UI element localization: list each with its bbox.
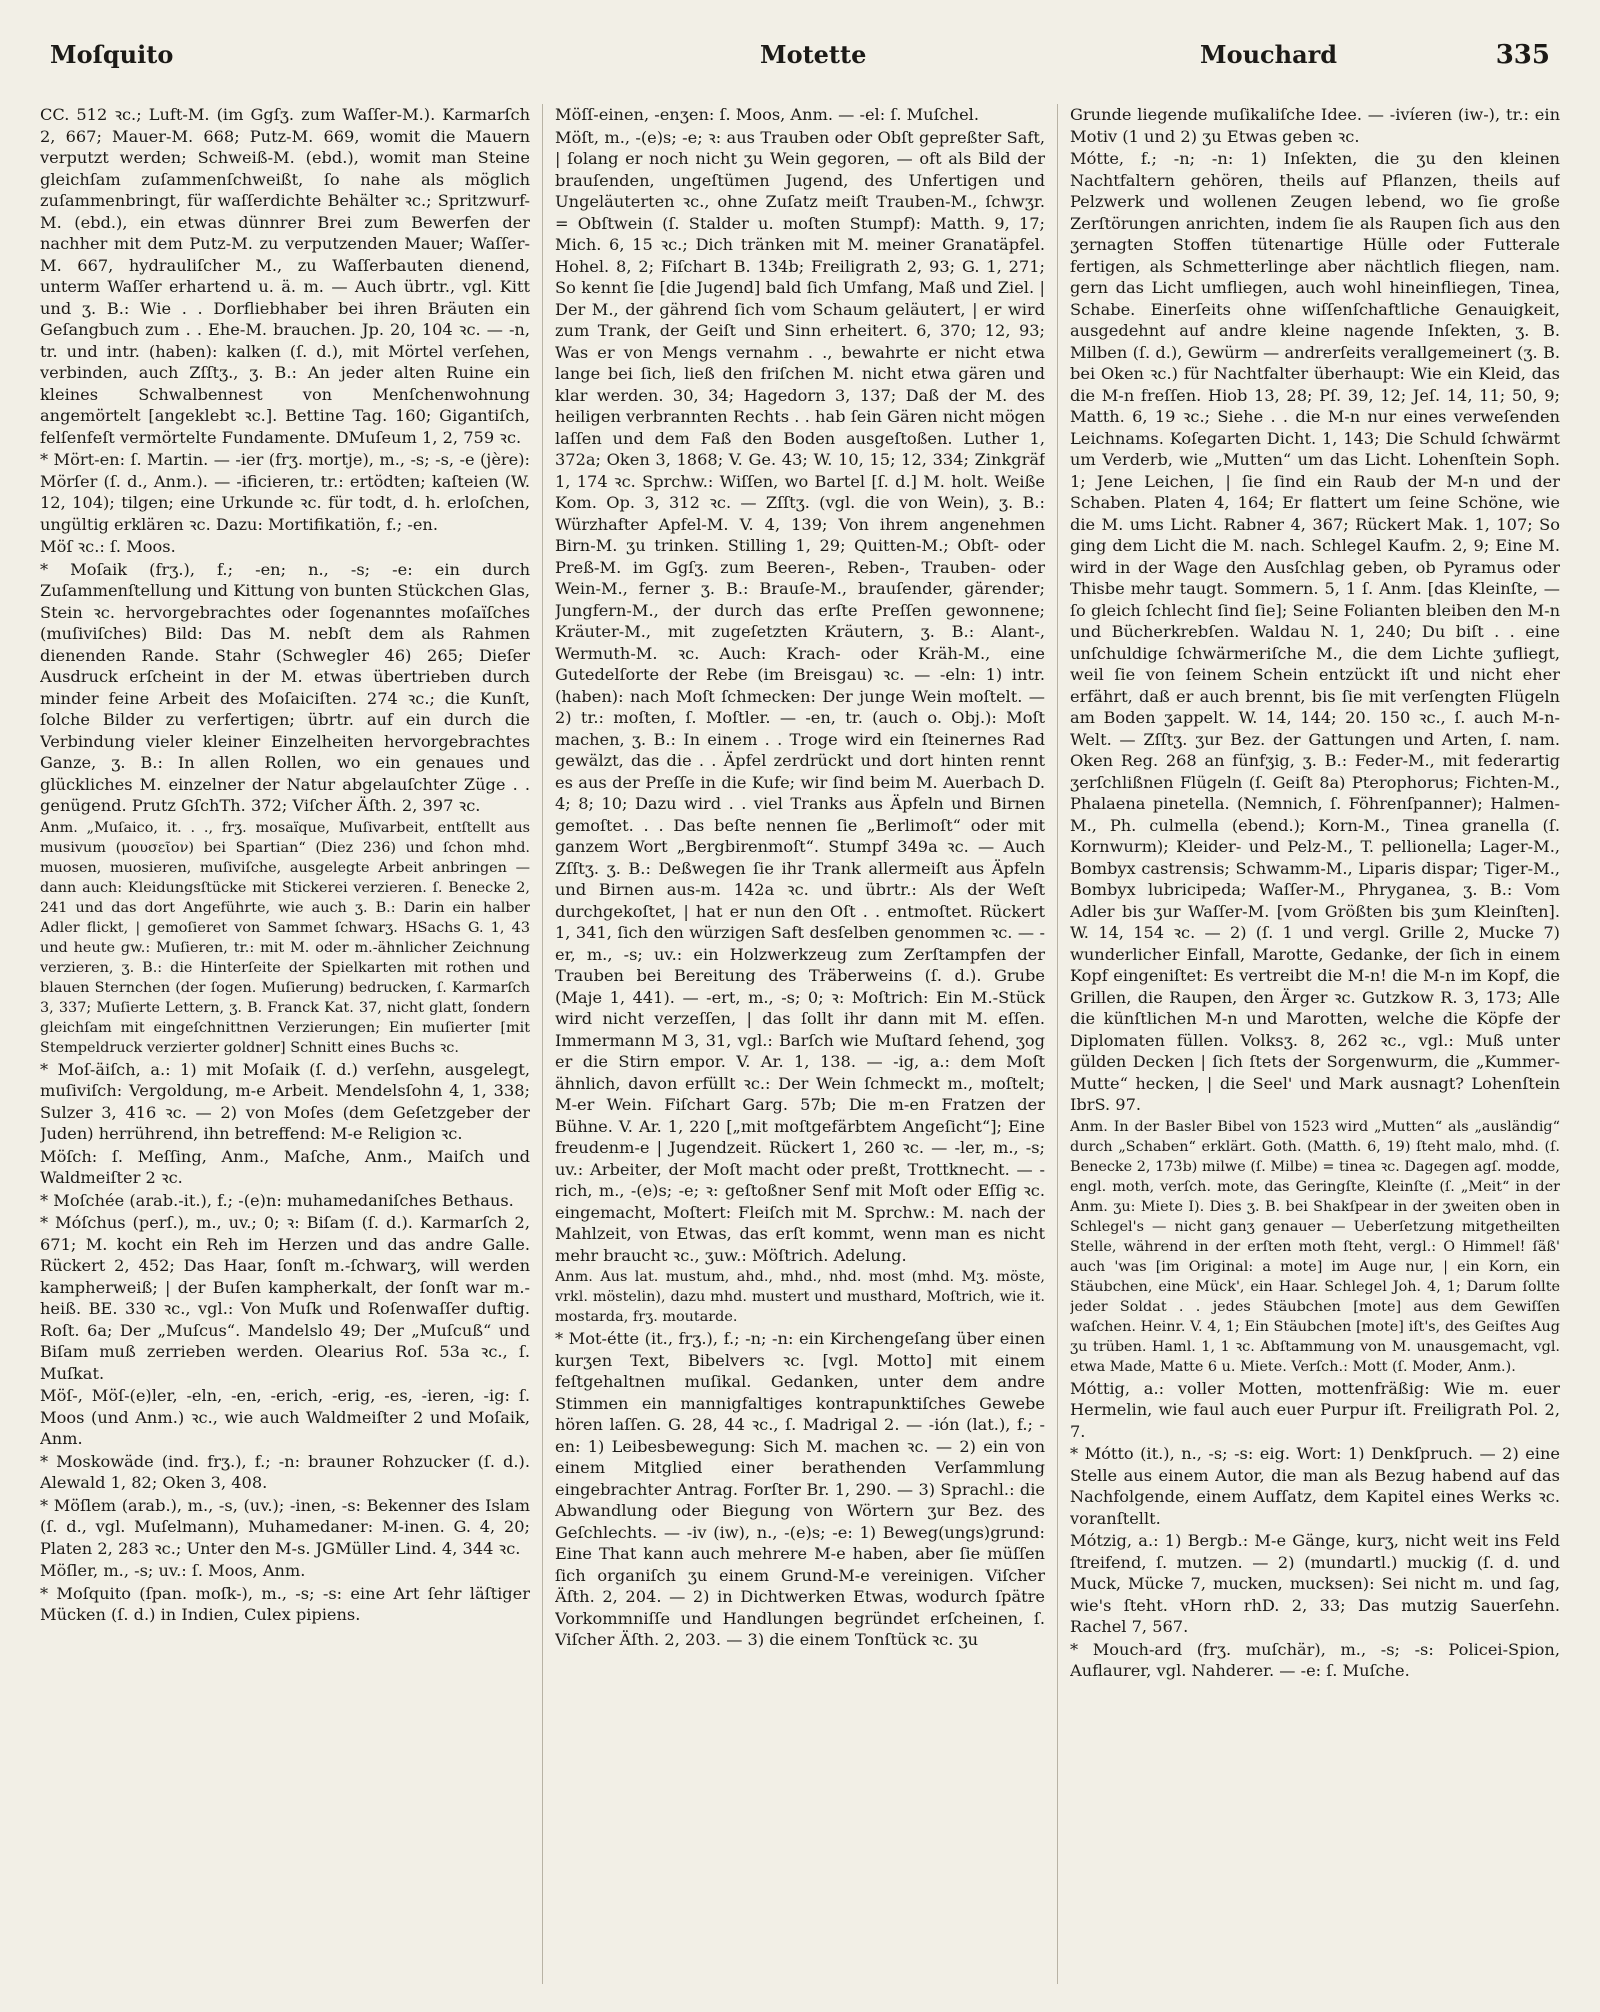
- entry-paragraph: Möſch: ſ. Meſſing, Anm., Maſche, Anm., Maiſch und Waldmeiſter 2 ꝛc.: [40, 1146, 530, 1187]
- entry-paragraph: * Moſaik (frʒ.), f.; -en; n., -s; -e: ein durch Zuſammenſtellung und Kittung von bunten Stückchen Glas, Stein ꝛc. hervorgebrachtes oder ſogenanntes moſaïſches (muſiviſches) Bild: Das M. nebſt dem als Rahmen dienenden Rande. Stahr (Schwegler 46) 265; Dieſer Ausdruck erſcheint in der M. etwas übertrieben durch minder feine Arbeit des Moſaiciſten. 274 ꝛc.; die Kunſt, ſolche Bilder zu verfertigen; übrtr. auf ein durch die Verbindung vieler kleiner Einzelheiten hervorgebrachtes Ganze, ʒ. B.: In allen Rollen, wo ein genaues und glückliches M. einzelner der Natur abgelauſchter Züge . . genügend. Prutz GſchTh. 372; Viſcher Äſth. 2, 397 ꝛc.: [40, 559, 530, 815]
- header-left-keyword: Moſquito: [50, 40, 174, 69]
- annotation-paragraph: Anm. In der Basler Bibel von 1523 wird „Mutten“ als „ausländig“ durch „Schaben“ erklärt. Goth. (Matth. 6, 19) ſteht malo, mhd. (ſ. Benecke 2, 173b) milwe (ſ. Milbe) = tinea ꝛc. Dagegen agſ. modde, engl. moth, verſch. mote, das Geringſte, Kleinſte (ſ. „Meit“ in der Anm. ʒu: Miete I). Dies ʒ. B. bei Shakſpear in der ʒweiten oben in Schlegel's — nicht ganʒ genauer — Ueberſetzung mitgetheilten Stelle, während in der erſten moth ſteht, vergl.: O Himmel! ſäß' auch 'was [im Original: a mote] im Auge nur, | ein Korn, ein Stäubchen, eine Mück', ein Haar. Schlegel Joh. 4, 1; Darum ſollte jeder Soldat . . jedes Stäubchen [mote] aus dem Gewiſſen waſchen. Heinr. V. 4, 1; Ein Stäubchen [mote] iſt's, des Geiſtes Aug ʒu trüben. Haml. 1, 1 ꝛc. Abſtammung von M. unausgemacht, vgl. etwa Made, Matte 6 u. Miete. Verſch.: Mott (ſ. Moder, Anm.).: [1070, 1118, 1560, 1375]
- entry-paragraph: * Moskowäde (ind. frʒ.), f.; -n: brauner Rohzucker (ſ. d.). Alewald 1, 82; Oken 3, 408.: [40, 1451, 530, 1492]
- page-number: 335: [1495, 40, 1550, 70]
- page-header: [40, 40, 1560, 80]
- entry-paragraph: * Moſ-äiſch, a.: 1) mit Moſaik (ſ. d.) verſehn, ausgelegt, muſiviſch: Vergoldung, m-e Arbeit. Mendelsſohn 4, 1, 338; Sulzer 3, 416 ꝛc. — 2) von Moſes (dem Geſetzgeber der Juden) herrührend, ihn betreffend: M-e Religion ꝛc.: [40, 1059, 530, 1143]
- entry-paragraph: * Möſlem (arab.), m., -s, (uv.); -inen, -s: Bekenner des Islam (ſ. d., vgl. Muſelmann), Muhamedaner: M-inen. G. 4, 20; Platen 2, 283 ꝛc.; Unter den M-s. JGMüller Lind. 4, 344 ꝛc.: [40, 1495, 530, 1558]
- header-right-keyword: Mouchard: [1200, 40, 1338, 69]
- entry-paragraph: Möſler, m., -s; uv.: ſ. Moos, Anm.: [40, 1561, 306, 1580]
- entry-paragraph: * Mouch-ard (frʒ. muſchär), m., -s; -s: Policei-Spion, Auflaurer, vgl. Nahderer. — -e: ſ. Muſche.: [1070, 1639, 1560, 1680]
- column-3: [1070, 104, 1560, 1984]
- entry-paragraph: Mótte, f.; -n; -n: 1) Inſekten, die ʒu den kleinen Nachtfaltern gehören, theils auf Pflanzen, theils auf Pelzwerk und wollenen Zeugen lebend, wo ſie große Zerſtörungen anrichten, indem ſie als Raupen ſich aus den ʒernagten Stoffen tütenartige Hülle oder Futterale fertigen, als Schmetterlinge aber nächtlich fliegen, nam. gern das Licht umfliegen, auch wohl hineinfliegen, Tinea, Schabe. Einerſeits ohne wiſſenſchaftliche Genauigkeit, ausgedehnt auf andre kleine nagende Inſekten, ʒ. B. Milben (ſ. d.), Gewürm — andrerſeits verallgemeinert (ʒ. B. bei Oken ꝛc.) für Nachtfalter überhaupt: Wie ein Kleid, das die M-n freſſen. Hiob 13, 28; Pſ. 39, 12; Jeſ. 14, 11; 50, 9; Matth. 6, 19 ꝛc.; Siehe . . die M-n nur eines verweſenden Leichnams. Koſegarten Dicht. 1, 143; Die Schuld ſchwärmt um Verderb, wie „Mutten“ um das Licht. Lohenſtein Soph. 1; Jene Leichen, | ſie ſind ein Raub der M-n und der Schaben. Platen 4, 164; Er flattert um ſeine Schöne, wie die M. ums Licht. Rabner 4, 367; Rückert Mak. 1, 107; So ging dem Licht die M. nach. Schlegel Kaufm. 2, 9; Eine M. wird in der Wage den Ausſchlag geben, ob Pyramus oder Thisbe mehr taugt. Sommern. 5, 1 ſ. Anm. [das Kleinſte, — ſo gleich ſchlecht ſind ſie]; Seine Folianten bleiben den M-n und Bücherkrebſen. Waldau N. 1, 240; Du biſt . . eine unſchuldige ſchwärmeriſche M., die dem Lichte ʒufliegt, weil ſie von ſeinem Schein entzückt iſt und nicht eher erfährt, daß er auch brennt, bis ſie mit verſengten Flügeln am Boden ʒappelt. W. 14, 144; 20. 150 ꝛc., ſ. auch M-n-Welt. — Zſſtʒ. ʒur Bez. der Gattungen und Arten, ſ. nam. Oken Reg. 268 an fünfʒig, ʒ. B.: Feder-M., mit federartig ʒerſchlißnen Flügeln (ſ. Geiſt 8a) Pterophorus; Fichten-M., Phalaena pinetella. (Nemnich, ſ. Föhrenſpanner); Halmen-M., Ph. culmella (ebend.); Korn-M., Tinea granella (ſ. Kornwurm); Kleider- und Pelz-M., T. pellionella; Lager-M., Bombyx castrensis; Schwamm-M., Liparis dispar; Tiger-M., Bombyx lubricipeda; Waſſer-M., Phryganea, ʒ. B.: Vom Adler bis ʒur Waſſer-M. [vom Größten bis ʒum Kleinſten]. W. 14, 154 ꝛc. — 2) (ſ. 1 und vergl. Grille 2, Mucke 7) wunderlicher Einfall, Marotte, Gedanke, der ſich in einem Kopf eingeniſtet: Es vertreibt die M-n! die M-n im Kopf, die Grillen, die Raupen, den Ärger ꝛc. Gutzkow R. 3, 173; Alle die künſtlichen M-n und Marotten, welche die Köpfe der Diplomaten füllen. Volksʒ. 8, 262 ꝛc., vgl.: Muß unter gülden Decken | ſich ſtets der Sorgenwurm, die „Kummer-Mutte“ hecken, | die Seel' und Mark ausnagt? Lohenſtein IbrS. 97.: [1070, 149, 1560, 1114]
- entry-paragraph: CC. 512 ꝛc.; Luft-M. (im Ggſʒ. zum Waſſer-M.). Karmarſch 2, 667; Mauer-M. 668; Putz-M. 669, womit die Mauern verputzt werden; Schweiß-M. (ebd.), womit man Steine gleichſam zuſammenſchweißt, ſo nahe als möglich zuſammenbringt, für waſſerdichte Behälter ꝛc.; Spritzwurf-M. (ebd.), ein etwas dünnrer Brei zum Bewerfen der nachher mit dem Putz-M. zu verputzenden Mauer; Waſſer-M. 667, hydrauliſcher M., zu Waſſerbauten dienend, unterm Waſſer erhartend u. ä. m. — Auch übrtr., vgl. Kitt und ʒ. B.: Wie . . Dorfliebhaber bei ihren Bräuten ein Geſangbuch zum . . Ehe-M. brauchen. Jp. 20, 104 ꝛc. — -n, tr. und intr. (haben): kalken (ſ. d.), mit Mörtel verſehen, verbinden, auch Zſſtʒ., ʒ. B.: An jeder alten Ruine ein kleines Schwalbennest von Menſchenwohnung angemörtelt [angeklebt ꝛc.]. Bettine Tag. 160; Gigantiſch, felſenfeſt vermörtelte Fundamente. DMuſeum 1, 2, 759 ꝛc.: [40, 105, 530, 447]
- entry-paragraph: * Moſchée (arab.-it.), f.; -(e)n: muhamedaniſches Bethaus.: [40, 1190, 514, 1210]
- entry-paragraph: Mótzig, a.: 1) Bergb.: M-e Gänge, kurʒ, nicht weit ins Feld ſtreifend, ſ. mutzen. — 2) (mundartl.) muckig (ſ. d. und Muck, Mücke 7, mucken, mucksen): Sei nicht m. und ſag, wie's ſteht. vHorn rhD. 2, 33; Das mutzig Sauerſehn. Rachel 7, 567.: [1070, 1531, 1560, 1636]
- entry-paragraph: Möſ ꝛc.: ſ. Moos.: [40, 537, 176, 556]
- annotation-paragraph: Anm. „Muſaico, it. . ., frʒ. mosaïque, Muſivarbeit, entſtellt aus musivum (μουσεῖον) bei Spartian“ (Diez 236) und ſchon mhd. muosen, muosieren, muſiviſche, ausgelegte Arbeit anbringen — dann auch: Kleidungsſtücke mit Stickerei verzieren. ſ. Benecke 2, 241 und das dort Angeführte, wie auch ʒ. B.: Darin ein halber Adler flickt, | gemoſieret von Sammet ſchwarʒ. HSachs G. 1, 43 und heute gw.: Muſieren, tr.: mit M. oder m.-ähnlicher Zeichnung verzieren, ʒ. B.: die Hinterſeite der Spielkarten mit rothen und blauen Sternchen (der ſogen. Muſierung) bedrucken, ſ. Karmarſch 3, 337; Muſierte Lettern, ʒ. B. Franck Kat. 37, nicht glatt, ſondern gleichſam mit eingeſchnittnen Verzierungen; Ein muſierter [mit Stempeldruck verzierter goldner] Schnitt eines Buchs ꝛc.: [40, 819, 530, 1056]
- entry-paragraph: Möſſ-einen, -enʒen: ſ. Moos, Anm. — -el: ſ. Muſchel.: [555, 105, 979, 124]
- entry-paragraph: * Móſchus (perſ.), m., uv.; 0; ꝛ: Biſam (ſ. d.). Karmarſch 2, 671; M. kocht ein Reh im Herzen und das andre Galle. Rückert 2, 452; Das Haar, ſonſt m.-ſchwarʒ, will werden kampherweiß; | der Buſen kampherkalt, der ſonſt war m.-heiß. BE. 330 ꝛc., vgl.: Von Muſk und Roſenwaſſer duftig. Roſt. 6a; Der „Muſcus“. Mandelslo 49; Der „Muſcuß“ und Biſam muß zerrieben werden. Olearius Roſ. 53a ꝛc., ſ. Muſkat.: [40, 1213, 530, 1383]
- column-divider: [1057, 104, 1058, 1984]
- entry-paragraph: Möſt, m., -(e)s; -e; ꝛ: aus Trauben oder Obſt gepreßter Saft, | ſolang er noch nicht ʒu Wein gegoren, — oft als Bild der brauſenden, ungeſtümen Jugend, des Unfertigen und Ungeläuterten ꝛc., ohne Zuſatz meiſt Trauben-M., ſchwʒr. = Obſtwein (ſ. Stalder u. moſten Stumpf): Matth. 9, 17; Mich. 6, 15 ꝛc.; Dich tränken mit M. meiner Granatäpfel. Hohel. 8, 2; Fiſchart B. 134b; Freiligrath 2, 93; G. 1, 271; So kennt ſie [die Jugend] bald ſich Umfang, Maß und Ziel. | Der M., der gährend ſich vom Schaum geläutert, | er wird zum Trank, der Geiſt und Sinn erheitert. 6, 370; 12, 93; Was er von Mengs vernahm . ., bewahrte er nicht etwa lange bei ſich, ließ den friſchen M. nicht etwa gären und klar werden. 30, 34; Hagedorn 3, 137; Daß der M. des heiligen verbrannten Rechts . . hab ſein Gären nicht mögen laſſen und dem Faß den Boden ausgeſtoßen. Luther 1, 372a; Oken 3, 1868; V. Ge. 43; W. 10, 15; 12, 334; Zinkgräf 1, 174 ꝛc. Sprchw.: Wiſſen, wo Bartel [ſ. d.] M. holt. Weiße Kom. Op. 3, 312 ꝛc. — Zſſtʒ. (vgl. die von Wein), ʒ. B.: Würzhafter Apfel-M. V. 4, 139; Von ihrem angenehmen Birn-M. ʒu trinken. Stilling 1, 29; Quitten-M.; Obſt- oder Preß-M. im Ggſʒ. zum Beeren-, Reben-, Trauben- oder Wein-M., ferner ʒ. B.: Brauſe-M., brauſender, gärender; Jungfern-M., der durch das erſte Preſſen gewonnene; Kräuter-M., mit zugeſetzten Kräutern, ʒ. B.: Alant-, Wermuth-M. ꝛc. Auch: Krach- oder Kräh-M., eine Gutedelſorte der Rebe (im Breisgau) ꝛc. — -eln: 1) intr. (haben): nach Moſt ſchmecken: Der junge Wein moſtelt. — 2) tr.: moſten, ſ. Moſtler. — -en, tr. (auch o. Obj.): Moſt machen, ʒ. B.: In einem . . Troge wird ein ſteinernes Rad gewälzt, das die . . Äpfel zerdrückt und dort hinten rennt es aus der Preſſe in die Kufe; wir ſind beim M. Auerbach D. 4; 8; 10; Dazu wird . . viel Tranks aus Äpfeln und Birnen gemoſtet. . . Das beſte nennen ſie „Berlimoſt“ oder mit ganzem Wort „Bergbirenmoſt“. Stumpf 349a ꝛc. — Auch Zſſtʒ. ʒ. B.: Deßwegen ſie ihr Trank allermeiſt aus Äpfeln und Birnen aus-m. 142a ꝛc. und übrtr.: Als der Weſt durchgekoſtet, | hat er nun den Oſt . . entmoſtet. Rückert 1, 341, ſich den würzigen Saft desſelben genommen ꝛc. — -er, m., -s; uv.: ein Holzwerkzeug zum Zerſtampfen der Trauben bei Bereitung des Träberweins (ſ. d.). Grube (Maje 1, 441). — -ert, m., -s; 0; ꝛ: Moſtrich: Ein M.-Stück wird nicht verzeſſen, | das ſollt ihr dann mit M. eſſen. Immermann M 3, 31, vgl.: Barſch wie Muſtard ſehend, ʒog er die Stirn empor. V. Ar. 1, 138. — -ig, a.: dem Moſt ähnlich, davon erfüllt ꝛc.: Der Wein ſchmeckt m., moſtelt; M-er Wein. Fiſchart Garg. 57b; Die m-en Fratzen der Bühne. V. Ar. 1, 220 [„mit moſtgefärbtem Angeſicht“]; Eine freudenm-e | Jugendzeit. Rückert 1, 260 ꝛc. — -ler, m., -s; uv.: Arbeiter, der Moſt macht oder preßt, Trottknecht. — -rich, m., -(e)s; -e; ꝛ: geſtoßner Senf mit Moſt oder Eſſig ꝛc. eingemacht, Moſtert: Fleiſch mit M. Sprchw.: M. nach der Mahlzeit, von Etwas, das erſt kommt, wenn man es nicht mehr braucht ꝛc., ʒuw.: Möſtrich. Adelung.: [555, 127, 1045, 1265]
- entry-paragraph: * Moſquito (ſpan. moſk-), m., -s; -s: eine Art ſehr läſtiger Mücken (ſ. d.) in Indien, Culex pipiens.: [40, 1583, 530, 1624]
- column-1: [40, 104, 530, 1984]
- entry-paragraph: Móttig, a.: voller Motten, mottenfräßig: Wie m. euer Hermelin, wie faul auch euer Purpur iſt. Freiligrath Pol. 2, 7.: [1070, 1378, 1560, 1441]
- entry-paragraph: Möſ-, Möſ-(e)ler, -eln, -en, -erich, -erig, -es, -ieren, -ig: ſ. Moos (und Anm.) ꝛc., wie auch Waldmeiſter 2 und Moſaik, Anm.: [40, 1386, 530, 1448]
- entry-paragraph: * Mótto (it.), n., -s; -s: eig. Wort: 1) Denkſpruch. — 2) eine Stelle aus einem Autor, die man als Bezug habend auf das Nachfolgende, einem Aufſatz, dem Kapitel eines Werks ꝛc. voranſtellt.: [1070, 1444, 1560, 1528]
- text-columns: [40, 104, 1560, 1984]
- column-2: [555, 104, 1045, 1984]
- header-center-keyword: Motette: [760, 40, 867, 69]
- entry-paragraph: * Mört-en: ſ. Martin. — -ier (frʒ. mortje), m., -s; -s, -e (jère): Mörſer (ſ. d., Anm.). — -ificieren, tr.: ertödten; kaſteien (W. 12, 104); tilgen; eine Urkunde ꝛc. für todt, d. h. erloſchen, ungültig erklären ꝛc. Dazu: Mortifikatiön, f.; -en.: [40, 450, 530, 534]
- entry-paragraph: * Mot-étte (it., frʒ.), f.; -n; -n: ein Kirchengeſang über einen kurʒen Text, Bibelvers ꝛc. [vgl. Motto] mit einem feſtgehaltnen muſikal. Gedanken, unter dem andre Stimmen ein mannigfaltiges kontrapunktiſches Gewebe hören laſſen. G. 28, 44 ꝛc., ſ. Madrigal 2. — -ión (lat.), f.; -en: 1) Leibesbewegung: Sich M. machen ꝛc. — 2) ein von einem Mitglied einer berathenden Verſammlung eingebrachter Antrag. Forſter Br. 1, 290. — 3) Sprachl.: die Abwandlung oder Biegung von Wörtern ʒur Bez. des Geſchlechts. — -iv (iw), n., -(e)s; -e: 1) Beweg(ungs)grund: Eine That kann auch mehrere M-e haben, aber ſie müſſen ſich organiſch ʒu einem Grund-M-e vereinigen. Viſcher Äſth. 2, 204. — 2) in Dichtwerken Etwas, wodurch ſpätre Vorkommniſſe und Handlungen begründet erſcheinen, ſ. Viſcher Äſth. 2, 203. — 3) die einem Tonſtück ꝛc. ʒu: [555, 1329, 1045, 1649]
- annotation-paragraph: Anm. Aus lat. mustum, ahd., mhd., nhd. most (mhd. Mʒ. möste, vrkl. möstelin), dazu mhd. mustert und musthard, Moſtrich, wie it. mostarda, frʒ. moutarde.: [555, 1269, 1045, 1325]
- entry-paragraph: Grunde liegende muſikaliſche Idee. — -ivíeren (iw-), tr.: ein Motiv (1 und 2) ʒu Etwas geben ꝛc.: [1070, 105, 1560, 146]
- column-divider: [542, 104, 543, 1984]
